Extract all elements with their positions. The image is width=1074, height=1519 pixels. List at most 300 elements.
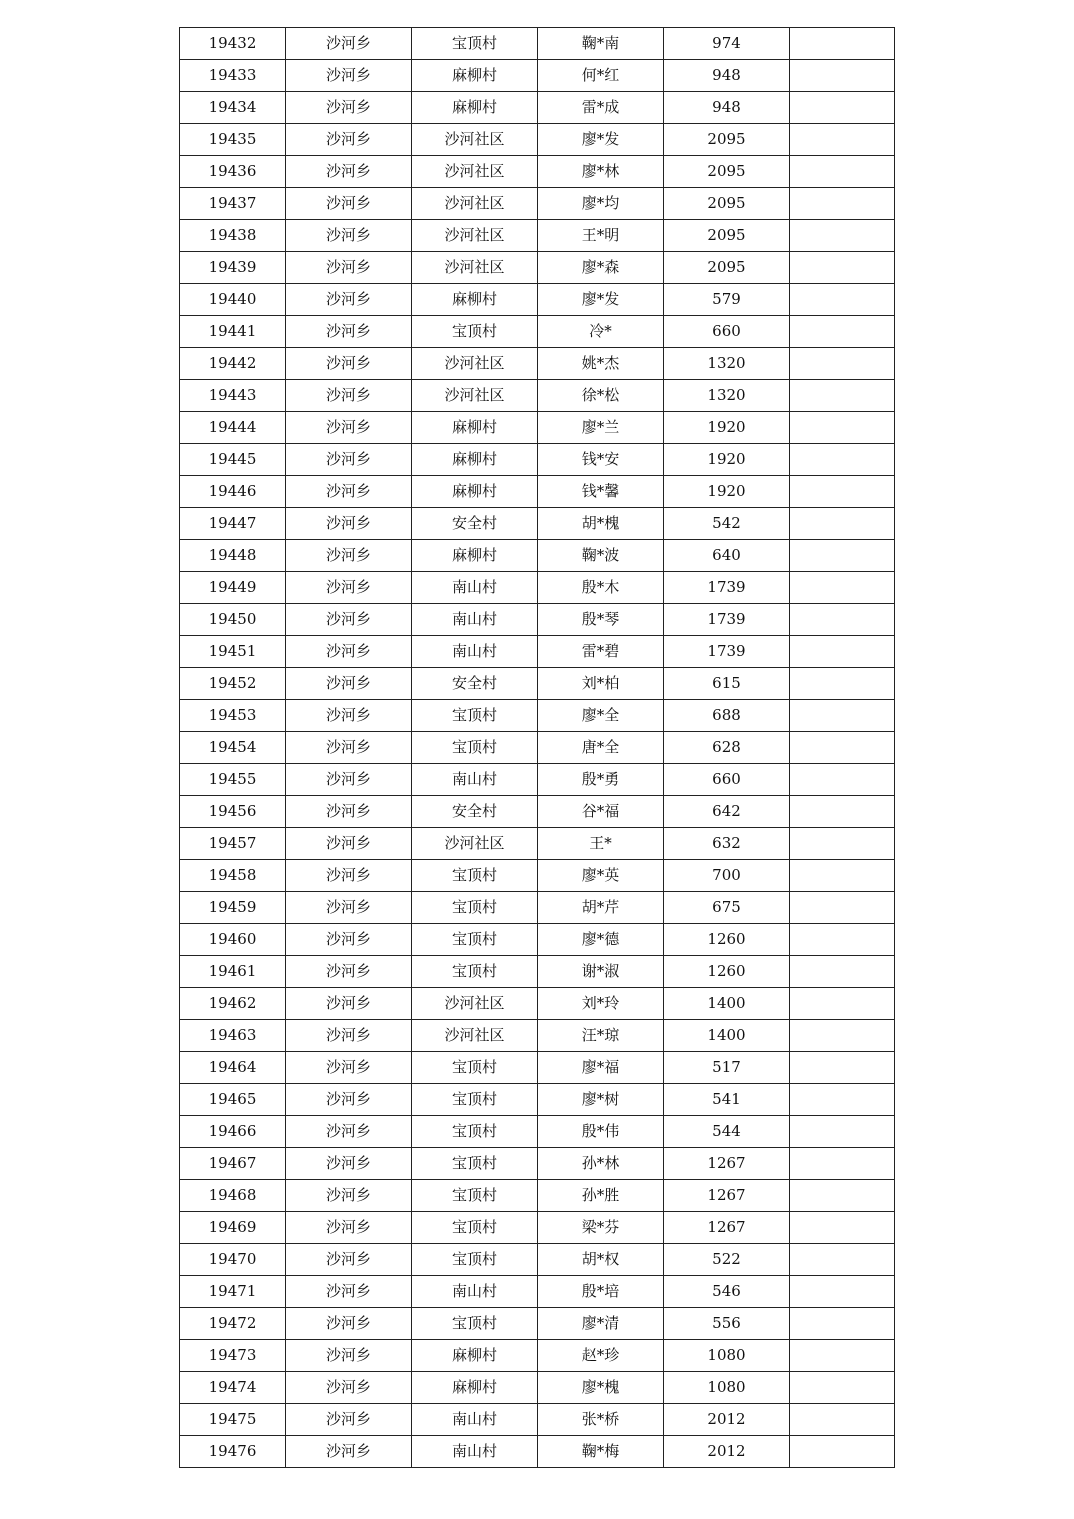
township-cell: 沙河乡 [286,764,412,796]
village-cell: 宝顶村 [412,316,538,348]
record-id-cell: 19442 [180,348,286,380]
person-name-cell: 胡*权 [538,1244,664,1276]
township-cell: 沙河乡 [286,540,412,572]
record-id-cell: 19470 [180,1244,286,1276]
remark-cell [790,380,895,412]
amount-cell: 642 [664,796,790,828]
township-cell: 沙河乡 [286,188,412,220]
person-name-cell: 鞠*南 [538,28,664,60]
person-name-cell: 王*明 [538,220,664,252]
table-row [180,1308,895,1340]
person-name-cell: 赵*珍 [538,1340,664,1372]
village-cell: 宝顶村 [412,1084,538,1116]
table-row [180,700,895,732]
table-row [180,28,895,60]
village-cell: 南山村 [412,604,538,636]
table-row [180,1212,895,1244]
amount-cell: 688 [664,700,790,732]
township-cell: 沙河乡 [286,1340,412,1372]
table-row [180,572,895,604]
amount-cell: 1739 [664,604,790,636]
township-cell: 沙河乡 [286,284,412,316]
remark-cell [790,92,895,124]
record-id-cell: 19465 [180,1084,286,1116]
record-id-cell: 19451 [180,636,286,668]
township-cell: 沙河乡 [286,636,412,668]
remark-cell [790,796,895,828]
amount-cell: 1920 [664,444,790,476]
record-id-cell: 19437 [180,188,286,220]
township-cell: 沙河乡 [286,732,412,764]
remark-cell [790,540,895,572]
record-id-cell: 19459 [180,892,286,924]
person-name-cell: 廖*全 [538,700,664,732]
township-cell: 沙河乡 [286,796,412,828]
township-cell: 沙河乡 [286,220,412,252]
amount-cell: 546 [664,1276,790,1308]
person-name-cell: 廖*英 [538,860,664,892]
record-id-cell: 19455 [180,764,286,796]
amount-cell: 2095 [664,156,790,188]
person-name-cell: 廖*树 [538,1084,664,1116]
amount-cell: 2095 [664,124,790,156]
township-cell: 沙河乡 [286,892,412,924]
village-cell: 沙河社区 [412,380,538,412]
amount-cell: 2095 [664,220,790,252]
village-cell: 麻柳村 [412,476,538,508]
village-cell: 沙河社区 [412,1020,538,1052]
village-cell: 沙河社区 [412,188,538,220]
remark-cell [790,1436,895,1468]
table-row [180,1180,895,1212]
person-name-cell: 廖*清 [538,1308,664,1340]
township-cell: 沙河乡 [286,1116,412,1148]
township-cell: 沙河乡 [286,476,412,508]
person-name-cell: 何*红 [538,60,664,92]
amount-cell: 522 [664,1244,790,1276]
person-name-cell: 鞠*波 [538,540,664,572]
township-cell: 沙河乡 [286,1276,412,1308]
table-row [180,380,895,412]
village-cell: 麻柳村 [412,444,538,476]
person-name-cell: 廖*德 [538,924,664,956]
township-cell: 沙河乡 [286,508,412,540]
amount-cell: 948 [664,92,790,124]
village-cell: 宝顶村 [412,1244,538,1276]
township-cell: 沙河乡 [286,60,412,92]
table-row [180,828,895,860]
table-body [180,28,895,1468]
person-name-cell: 胡*芹 [538,892,664,924]
remark-cell [790,1276,895,1308]
remark-cell [790,1372,895,1404]
record-id-cell: 19476 [180,1436,286,1468]
remark-cell [790,220,895,252]
remark-cell [790,604,895,636]
person-name-cell: 鞠*梅 [538,1436,664,1468]
table-row [180,316,895,348]
amount-cell: 2012 [664,1404,790,1436]
remark-cell [790,1308,895,1340]
record-id-cell: 19469 [180,1212,286,1244]
amount-cell: 2012 [664,1436,790,1468]
record-id-cell: 19472 [180,1308,286,1340]
village-cell: 南山村 [412,1404,538,1436]
table-row [180,1404,895,1436]
village-cell: 宝顶村 [412,1116,538,1148]
amount-cell: 542 [664,508,790,540]
village-cell: 麻柳村 [412,540,538,572]
remark-cell [790,572,895,604]
township-cell: 沙河乡 [286,700,412,732]
record-id-cell: 19466 [180,1116,286,1148]
remark-cell [790,828,895,860]
amount-cell: 579 [664,284,790,316]
village-cell: 宝顶村 [412,1148,538,1180]
table-row [180,1084,895,1116]
record-id-cell: 19435 [180,124,286,156]
amount-cell: 1920 [664,476,790,508]
person-name-cell: 刘*玲 [538,988,664,1020]
township-cell: 沙河乡 [286,988,412,1020]
village-cell: 宝顶村 [412,1212,538,1244]
person-name-cell: 殷*伟 [538,1116,664,1148]
township-cell: 沙河乡 [286,924,412,956]
record-id-cell: 19445 [180,444,286,476]
person-name-cell: 廖*林 [538,156,664,188]
table-row [180,60,895,92]
township-cell: 沙河乡 [286,92,412,124]
table-row [180,92,895,124]
remark-cell [790,28,895,60]
table-row [180,988,895,1020]
record-id-cell: 19475 [180,1404,286,1436]
table-row [180,220,895,252]
record-id-cell: 19460 [180,924,286,956]
person-name-cell: 廖*均 [538,188,664,220]
township-cell: 沙河乡 [286,1084,412,1116]
village-cell: 沙河社区 [412,124,538,156]
village-cell: 沙河社区 [412,252,538,284]
table-row [180,476,895,508]
remark-cell [790,156,895,188]
village-cell: 宝顶村 [412,1052,538,1084]
remark-cell [790,316,895,348]
amount-cell: 675 [664,892,790,924]
person-name-cell: 殷*琴 [538,604,664,636]
amount-cell: 541 [664,1084,790,1116]
table-row [180,924,895,956]
amount-cell: 1739 [664,636,790,668]
amount-cell: 1920 [664,412,790,444]
village-cell: 安全村 [412,508,538,540]
amount-cell: 1320 [664,380,790,412]
table-row [180,1052,895,1084]
township-cell: 沙河乡 [286,348,412,380]
village-cell: 安全村 [412,796,538,828]
village-cell: 南山村 [412,572,538,604]
village-cell: 麻柳村 [412,284,538,316]
table-row [180,412,895,444]
record-id-cell: 19446 [180,476,286,508]
person-name-cell: 梁*芬 [538,1212,664,1244]
remark-cell [790,348,895,380]
table-row [180,732,895,764]
remark-cell [790,1148,895,1180]
amount-cell: 1080 [664,1340,790,1372]
record-id-cell: 19474 [180,1372,286,1404]
person-name-cell: 雷*碧 [538,636,664,668]
township-cell: 沙河乡 [286,28,412,60]
amount-cell: 948 [664,60,790,92]
village-cell: 南山村 [412,1276,538,1308]
record-id-cell: 19440 [180,284,286,316]
township-cell: 沙河乡 [286,380,412,412]
record-id-cell: 19453 [180,700,286,732]
remark-cell [790,508,895,540]
remark-cell [790,188,895,220]
person-name-cell: 徐*松 [538,380,664,412]
person-name-cell: 张*桥 [538,1404,664,1436]
record-id-cell: 19456 [180,796,286,828]
township-cell: 沙河乡 [286,252,412,284]
village-cell: 宝顶村 [412,860,538,892]
record-id-cell: 19447 [180,508,286,540]
record-id-cell: 19450 [180,604,286,636]
table-row [180,1148,895,1180]
village-cell: 宝顶村 [412,1180,538,1212]
township-cell: 沙河乡 [286,668,412,700]
township-cell: 沙河乡 [286,956,412,988]
amount-cell: 1260 [664,956,790,988]
table-row [180,188,895,220]
remark-cell [790,1052,895,1084]
remark-cell [790,60,895,92]
amount-cell: 632 [664,828,790,860]
person-name-cell: 孙*林 [538,1148,664,1180]
amount-cell: 544 [664,1116,790,1148]
village-cell: 沙河社区 [412,988,538,1020]
record-id-cell: 19432 [180,28,286,60]
amount-cell: 2095 [664,252,790,284]
remark-cell [790,412,895,444]
record-id-cell: 19463 [180,1020,286,1052]
table-row [180,1372,895,1404]
record-id-cell: 19457 [180,828,286,860]
remark-cell [790,988,895,1020]
amount-cell: 1400 [664,1020,790,1052]
village-cell: 宝顶村 [412,892,538,924]
remark-cell [790,860,895,892]
person-name-cell: 殷*木 [538,572,664,604]
person-name-cell: 刘*柏 [538,668,664,700]
record-id-cell: 19449 [180,572,286,604]
table-row [180,892,895,924]
record-id-cell: 19452 [180,668,286,700]
table-row [180,444,895,476]
person-name-cell: 钱*安 [538,444,664,476]
remark-cell [790,1340,895,1372]
village-cell: 麻柳村 [412,1340,538,1372]
record-id-cell: 19443 [180,380,286,412]
township-cell: 沙河乡 [286,412,412,444]
remark-cell [790,1116,895,1148]
township-cell: 沙河乡 [286,1372,412,1404]
table-row [180,156,895,188]
record-id-cell: 19462 [180,988,286,1020]
record-id-cell: 19436 [180,156,286,188]
table-row [180,508,895,540]
amount-cell: 615 [664,668,790,700]
remark-cell [790,924,895,956]
township-cell: 沙河乡 [286,1308,412,1340]
village-cell: 宝顶村 [412,700,538,732]
person-name-cell: 廖*兰 [538,412,664,444]
village-cell: 南山村 [412,1436,538,1468]
person-name-cell: 胡*槐 [538,508,664,540]
table-row [180,540,895,572]
village-cell: 沙河社区 [412,156,538,188]
record-id-cell: 19433 [180,60,286,92]
village-cell: 麻柳村 [412,412,538,444]
township-cell: 沙河乡 [286,1404,412,1436]
record-id-cell: 19438 [180,220,286,252]
amount-cell: 1080 [664,1372,790,1404]
township-cell: 沙河乡 [286,1020,412,1052]
amount-cell: 1739 [664,572,790,604]
village-cell: 沙河社区 [412,348,538,380]
township-cell: 沙河乡 [286,1180,412,1212]
record-id-cell: 19454 [180,732,286,764]
remark-cell [790,124,895,156]
table-row [180,796,895,828]
table-row [180,1340,895,1372]
township-cell: 沙河乡 [286,156,412,188]
table-row [180,636,895,668]
amount-cell: 1400 [664,988,790,1020]
person-name-cell: 王* [538,828,664,860]
table-row [180,1436,895,1468]
remark-cell [790,284,895,316]
township-cell: 沙河乡 [286,444,412,476]
person-name-cell: 钱*馨 [538,476,664,508]
village-cell: 宝顶村 [412,1308,538,1340]
person-name-cell: 廖*槐 [538,1372,664,1404]
village-cell: 宝顶村 [412,28,538,60]
township-cell: 沙河乡 [286,1244,412,1276]
table-row [180,252,895,284]
village-cell: 宝顶村 [412,732,538,764]
person-name-cell: 雷*成 [538,92,664,124]
remark-cell [790,1404,895,1436]
village-cell: 宝顶村 [412,924,538,956]
remark-cell [790,1244,895,1276]
remark-cell [790,1212,895,1244]
village-cell: 沙河社区 [412,220,538,252]
remark-cell [790,476,895,508]
person-name-cell: 冷* [538,316,664,348]
person-name-cell: 殷*勇 [538,764,664,796]
data-table [179,27,895,1468]
table-row [180,284,895,316]
table-row [180,604,895,636]
township-cell: 沙河乡 [286,1212,412,1244]
remark-cell [790,444,895,476]
remark-cell [790,892,895,924]
village-cell: 南山村 [412,636,538,668]
table-row [180,860,895,892]
record-id-cell: 19464 [180,1052,286,1084]
person-name-cell: 廖*发 [538,124,664,156]
village-cell: 麻柳村 [412,1372,538,1404]
table-row [180,1020,895,1052]
remark-cell [790,956,895,988]
person-name-cell: 廖*发 [538,284,664,316]
record-id-cell: 19434 [180,92,286,124]
amount-cell: 1260 [664,924,790,956]
village-cell: 麻柳村 [412,92,538,124]
table-row [180,956,895,988]
person-name-cell: 谷*福 [538,796,664,828]
village-cell: 安全村 [412,668,538,700]
table-row [180,124,895,156]
person-name-cell: 廖*森 [538,252,664,284]
remark-cell [790,732,895,764]
table-row [180,764,895,796]
person-name-cell: 唐*全 [538,732,664,764]
table-row [180,1276,895,1308]
amount-cell: 517 [664,1052,790,1084]
remark-cell [790,252,895,284]
record-id-cell: 19471 [180,1276,286,1308]
record-id-cell: 19468 [180,1180,286,1212]
person-name-cell: 殷*培 [538,1276,664,1308]
person-name-cell: 孙*胜 [538,1180,664,1212]
amount-cell: 1267 [664,1180,790,1212]
remark-cell [790,764,895,796]
remark-cell [790,700,895,732]
township-cell: 沙河乡 [286,1148,412,1180]
record-id-cell: 19458 [180,860,286,892]
amount-cell: 700 [664,860,790,892]
record-id-cell: 19448 [180,540,286,572]
amount-cell: 1267 [664,1212,790,1244]
village-cell: 宝顶村 [412,956,538,988]
record-id-cell: 19473 [180,1340,286,1372]
township-cell: 沙河乡 [286,124,412,156]
record-id-cell: 19439 [180,252,286,284]
township-cell: 沙河乡 [286,316,412,348]
person-name-cell: 谢*淑 [538,956,664,988]
record-id-cell: 19441 [180,316,286,348]
record-id-cell: 19467 [180,1148,286,1180]
township-cell: 沙河乡 [286,604,412,636]
township-cell: 沙河乡 [286,860,412,892]
remark-cell [790,1180,895,1212]
amount-cell: 1320 [664,348,790,380]
amount-cell: 660 [664,316,790,348]
village-cell: 南山村 [412,764,538,796]
remark-cell [790,1084,895,1116]
amount-cell: 1267 [664,1148,790,1180]
remark-cell [790,1020,895,1052]
table-row [180,1244,895,1276]
remark-cell [790,636,895,668]
amount-cell: 640 [664,540,790,572]
record-id-cell: 19461 [180,956,286,988]
person-name-cell: 廖*福 [538,1052,664,1084]
amount-cell: 974 [664,28,790,60]
